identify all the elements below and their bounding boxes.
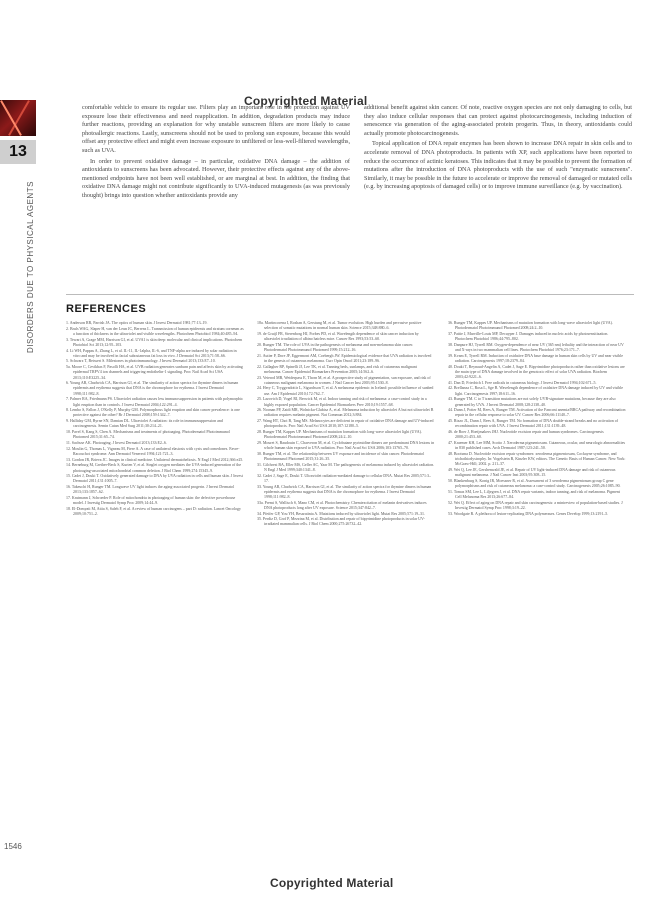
reference-entry: 17. Krutmann J, Schroeder P. Role of mitochondria in photoaging of human skin: the defective powerhouse model. J Investig Dermatol Symp Proc 2009;14:44–9.: [66, 495, 236, 506]
reference-entry: 32. Cadet J, Sage E, Douki T. Ultraviolet radiation-mediated damage to cellular DNA. Mutat Res 2005;571:3–17.: [257, 472, 431, 483]
references-column-2: [257, 320, 435, 527]
reference-entry: 3. Tewari A, Grage MM, Harrison GI, et al. UVA1 is skin deep: molecular and clinical implications. Photochem Photobiol Sci 2013;12:95–103.: [66, 336, 243, 347]
reference-entry: 18. El-Domyati M, Attia S, Saleh F, et al. A review of human carcinogens – part D: radiation. Lancet Oncology 2009;10:751–2.: [66, 506, 241, 517]
reference-entry: 52. Wei Q. Effect of aging on DNA repair and skin carcinogenesis: a minireview of population-based studies. J Investig Dermatol Symp Proc 1998;3:19–22.: [448, 499, 623, 510]
reference-entry: 27. Wang HT, Choi B, Tang MS. Melanocytes are deficient in repair of oxidative DNA damage and UV-induced photoproducts. Proc Natl Acad Sci USA 2010;107:12180–5.: [257, 418, 434, 429]
reference-entry: 14. Berneburg M, Grether-Beck S, Kurten V, et al. Singlet oxygen mediates the UVA-induced generation of the photoaging-associated mitochondrial common deletion. J Biol Chem 1999;274:15345–9.: [66, 462, 242, 473]
reference-entry: 53. Woodgate R. A plethora of lesion-replicating DNA polymerases. Genes Develop 1999;13:2191–5.: [448, 510, 609, 516]
references-heading: REFERENCES: [66, 303, 147, 315]
body-paragraph: Topical application of DNA repair enzymes has been shown to increase DNA repair in skin cells and to accelerate removal of DNA photoproducts. In patients with XP, such applications have been reported to reduce the occurrence of actinic keratoses. This indicates that it may be possible to prevent the formation of mutations after the introduction of DNA photoproducts with the use of such "enzymatic sunscreens". Similarly, it may be possible in the future to accelerate or improve the removal of damaged or mutated cells (e.g. by increasing apoptosis of damaged cells) or to improve immune surveillance (e.g. by vaccination).: [364, 140, 632, 191]
reference-entry: 46. de Boer J, Hoeijmakers JHJ. Nucleotide excision repair and human syndromes. Carcinogenesis 2000;21:453–60.: [448, 429, 604, 440]
reference-entry: 15. Cadet J, Douki T. Oxidatively generated damage to DNA by UVA radiation in cells and human skin. J Invest Dermatol 2011;131:1005–7.: [66, 473, 243, 484]
body-paragraph: additional benefit against skin cancer. Of note, reactive oxygen species are not only damaging to cells, but they also induce cellular responses that can protect against photocarcinogenesis, including induction of senescence via generation of the aging-associated protein progerin. Thus, in theory, antioxidants could actually promote photocarcinogenesis.: [364, 104, 632, 137]
reference-entry: 21. Autier P, Dore JF, Eggermont AM, Coebergh JW. Epidemiological evidence that UVA radiation is involved in the genesis of cutaneous melanoma. Curr Opin Oncol 2011;23:189–96.: [257, 352, 432, 363]
reference-entry: 10. Pavel S, Kang S, Chen A. Mechanisms and treatments of photoaging. Photodermatol Photoimmunol Photomed 2015;31:65–74.: [66, 429, 230, 440]
reference-entry: 43. Runger TM. C to T transition mutations are not solely UVB-signature mutations, because they are also generated by UVA. J Invest Dermatol 2008;128:2138–40.: [448, 396, 616, 407]
reference-entry: 6. Young AR, Chadwick CA, Harrison GI, et al. The similarity of action spectra for thymine dimers in human epidermis and erythema suggests that DNA is the chromophore for erythema. J Invest Dermatol 1998;111:982–8.: [66, 380, 239, 396]
chapter-number: 13: [0, 140, 36, 164]
reference-entry: 42. Brellanza C, Rosa L, Sge B. Wavelength dependence of oxidative DNA damage induced by UV and visible light. Carcinogenesis 1997;18:611–16.: [448, 385, 624, 396]
reference-entry: 19. de Gruijl FR, Sterenborg HJ, Forbes PD, et al. Wavelength dependence of skin cancer induction by ultraviolet irradiation of albino hairless mice. Cancer Res 1993;53:53–60.: [257, 330, 419, 342]
body-paragraph: In order to prevent oxidative damage – in particular, oxidative DNA damage – the addition of antioxidants to sunscreens has been advocated. However, their protective effects against any of the above-mentioned endpoints have not been well established, or are marginal at best. In addition, the finding that oxidative DNA damage might not contribute significantly to UVA-induced mutagenesis (as was previously thought) brings into question whether antioxidants provide any: [82, 157, 350, 199]
reference-entry: 26. Noonan FP, Zaidi MR, Wolnicka-Glubisz A, et al. Melanoma induction by ultraviolet A but not ultraviolet B radiation requires melanin pigment. Nat Commun 2012;3:884.: [257, 407, 434, 418]
reference-entry: 29. Mouret S, Baudouin C, Charveron M, et al. Cyclobutane pyrimidine dimers are predominant DNA lesions in whole human skin exposed to UVA radiation. Proc Natl Acad Sci USA 2006;103:13765–70.: [257, 439, 435, 451]
body-right-column: [364, 104, 632, 194]
reference-entry: 4. Li WH, Pappas A, Zhang L, et al. IL-11, IL-1alpha, IL-6, and TNF-alpha are induced by solar radiation in vitro and may be involved in facial subcutaneous fat loss in vivo. J Dermatol Sci 2013;71:58–66.: [66, 347, 237, 358]
body-paragraph: comfortable vehicle to ensure its regular use. Filters play an important role in the protection against UV exposure lose their effectiveness and need reapplication. In addition, degradation products may induce further reactions, providing an explanation for why unstable sunscreen filters are more likely to cause photoallergic reactions. Lastly, sunscreens should not be used to prolong sun exposure, because this would offset any protective effect and might even increase exposure to unfiltered or less-well-filtered wavelengths, such as UVA.: [82, 104, 350, 154]
reference-entry: 1. Anderson RR, Parrish JA. The optics of human skin. J Invest Dermatol 1981;77:13–19.: [66, 320, 208, 325]
reference-entry: 48. Bootsma D. Nucleotide excision repair syndromes: xeroderma pigmentosum, Cockayne syndrome, and trichothiodystrophy. In: Vogelstein B, Kinzler KW, editors. The Genetic Basis of Human Cancer. New York: McGraw-Hill; 2002. p. 211–37.: [448, 450, 626, 467]
reference-entry: 16. Takeuchi H, Runger TM. Longwave UV light induces the aging-associated progerin. J Invest Dermatol 2013;133:1857–62.: [66, 484, 235, 495]
reference-entry: 12. Moulin G, Thomas L, Vigneau M, Fiere A. A case of unilateral elastosis with cysts and comedones. Favre-Racouchot syndrome. Ann Dermatol Venereol 1994;121:721–3.: [66, 445, 240, 456]
reference-entry: 28. Runger TM, Kappes UP. Mechanisms of mutation formation with long-wave ultraviolet light (UVA). Photodermatol Photoimmunol Photomed 2008;24:2–10.: [257, 429, 422, 440]
reference-entry: 8. Lembo S, Fallon J, O'Kelly P, Murphy GM. Polymorphous light eruption and skin cancer prevalence: is one protective against the other? Br J Dermatol 2008;159:1342–7.: [66, 407, 240, 418]
reference-entry: 49. Wei Q, Lee JE, Gershenwald JE, et al. Repair of UV light-induced DNA damage and risk of cutaneous malignant melanoma. J Natl Cancer Inst 2003;95:308–15.: [448, 466, 616, 478]
reference-entry: 5. Schwarz T, Beissert S. Milestones in photoimmunology. J Invest Dermatol 2013;133:E7–10.: [66, 358, 216, 364]
chapter-image: [0, 100, 36, 136]
section-title: DISORDERS DUE TO PHYSICAL AGENTS: [26, 181, 35, 353]
copyright-watermark-bottom: Copyrighted Material: [270, 876, 394, 890]
reference-entry: 39. Kvam E, Tyrrell RM. Induction of oxidative DNA base damage in human skin cells by UV and near visible radiation. Carcinogenesis 1997;18:2379–84.: [448, 352, 623, 363]
reference-entry: 20. Runger TM. The role of UVA in the pathogenesis of melanoma and non-melanoma skin cancer. Photodermatol Photoimmunol Photomed 1999;15:212–16.: [257, 341, 414, 352]
reference-entry: 38. Danpure HJ, Tyrrell RM. Oxygen-dependence of near UV (365 nm) lethality and the interaction of near UV and X-rays in two mammalian cell lines. Photochem Photobiol 1976;23:171–7.: [448, 341, 624, 352]
reference-entry: 30. Runger TM, et al. The relationship between UV exposure and incidence of skin cancer. Photodermatol Photoimmunol Photomed 2015;31:26–35.: [257, 450, 425, 462]
reference-entry: 31. Gilchrest BA, Eller MS, Geller AC, Yaar M. The pathogenesis of melanoma induced by ultraviolet radiation. N Engl J Med 1999;340:1341–8.: [257, 461, 435, 472]
reference-entry: 9. Halliday GM, Byrne SN, Damian DL. Ultraviolet A radiation: its role in immunosuppression and carcinogenesis. Semin Cutan Med Surg 2011;30:214–21.: [66, 418, 223, 429]
reference-entry: 13. Gordon JR, Brieva JC. Images in clinical medicine. Unilateral dermatoheliosis. N Engl J Med 2012;366:e25.: [66, 456, 244, 462]
reference-entry: 37. Pattie J, Marville-Louis MP, Decuyper J. Damages induced in nucleic acids by photosensitization. Photochem Photobiol 1986;44:795–802.: [448, 330, 609, 342]
references-column-3: [448, 320, 626, 516]
copyright-watermark-top: Copyrighted Material: [244, 94, 368, 108]
reference-entry: 11. Sachsse AK. Photoaging. J Invest Dermatol 2013;133:E2–6.: [66, 439, 167, 445]
reference-entry: 45. Rizzo JL, Dunn J, Rees A, Runger TM. No formation of DNA double-strand breaks and no activation of recombination repair with UVA. J Invest Dermatol 2011;131:1139–48.: [448, 418, 618, 429]
reference-entry: 7. Palmer RA, Friedmann PS. Ultraviolet radiation causes less immunosuppression in patients with polymorphic light eruption than in controls. J Invest Dermatol 2004;122:291–4.: [66, 396, 244, 407]
reference-entry: 47. Kraemer KH, Lee MM, Scotto J. Xeroderma pigmentosum. Cutaneous, ocular, and neurologic abnormalities in 830 published cases. Arch Dermatol 1987;123:241–50.: [448, 439, 625, 451]
reference-entry: 2. Bruls WAG, Slaper H, van der Leun JC, Berrens L. Transmission of human epidermis and stratum corneum as a function of thickness in the ultraviolet and visible wavelengths. Photochem Photobiol 1984;40:485–94.: [66, 325, 244, 336]
page-number: 1546: [4, 842, 22, 851]
reference-entry: 50. Blankenburg S, Konig IR, Moessner R, et al. Assessment of 3 xeroderma pigmentosum group C gene polymorphisms and risk of cutaneous melanoma: a case-control study. Carcinogenesis 2005;26:1085–90.: [448, 477, 621, 488]
reference-entry: 35. Perdiz D, Grof P, Mezzina M, et al. Distribution and repair of bipyrimidine photoproducts in solar UV-irradiated mammalian cells. J Biol Chem 2000;275:26732–42.: [257, 516, 425, 527]
reference-entry: 25. Lazovich D, Vogel RI, Berwick M, et al. Indoor tanning and risk of melanoma: a case-control study in a highly exposed population. Cancer Epidemiol Biomarkers Prev 2010;19:1557–68.: [257, 396, 427, 407]
section-divider: [66, 294, 634, 295]
reference-entry: 24. Hery C, Tryggvadottir L, Sigurdsson T, et al. A melanoma epidemic in Iceland: possible influence of sunbed use. Am J Epidemiol 2010;172:762–7.: [257, 385, 434, 396]
reference-entry: 33. Young AR, Chadwick CA, Harrison GI, et al. The similarity of action spectra for thymine dimers in human epidermis and erythema suggests that DNA is the chromophore for erythema. J Invest Dermatol 1998;111:982–8.: [257, 483, 432, 499]
reference-entry: 5a. Moore C, Cevikbas F, Pasolli HA, et al. UVB radiation generates sunburn pain and affects skin by activating epidermal TRPV4 ion channels and triggering endothelin-1 signaling. Proc Natl Acad Sci USA 2013;110:E3225–34.: [66, 364, 243, 380]
reference-entry: 34. Pfeifer GP, You YH, Besaratinia A. Mutations induced by ultraviolet light. Mutat Res 2005;571:19–31.: [257, 510, 425, 516]
reference-entry: 36. Runger TM, Kappes UP. Mechanisms of mutation formation with long-wave ultraviolet light (UVA). Photodermatol Photoimmunol Photomed 2008;24:2–10.: [448, 320, 613, 331]
reference-entry: 40. Douki T, Reynaud-Angelin A, Cadet J, Sage E. Bipyrimidine photoproducts rather than oxidative lesions are the main type of DNA damage involved in the genotoxic effect of solar UVA radiation. Biochem 2003;42:9221–6.: [448, 363, 625, 379]
reference-entry: 41. Dan D, Friedrich I. Free radicals in cutaneous biology. J Invest Dermatol 1994;102:671–5.: [448, 379, 597, 385]
body-left-column: [82, 104, 350, 203]
reference-entry: 44. Dunn J, Potter M, Rees A, Runger TM. Activation of the Fanconi anemia/BRCA pathway and recombination repair in the cellular response to solar UV. Cancer Res 2006;66:11140–7.: [448, 407, 626, 418]
references-column-1: [66, 320, 244, 517]
reference-entry: 33a. Premi S, Wallisch S, Mano CM, et al. Photochemistry. Chemiexcitation of melanin derivatives induces DNA photoproducts long after UV exposure. Science 2015;347:842–7.: [257, 499, 427, 510]
reference-entry: 51. Tomas SM, Lee L, Liljegren J, et al. DNA repair variants, indoor tanning, and risk of melanoma. Pigment Cell Melanoma Res 2013;26:677–84.: [448, 488, 620, 499]
reference-entry: 18a. Martincorena I, Roshan A, Gerstung M, et al. Tumor evolution. High burden and pervasive positive selection of somatic mutations in normal human skin. Science 2015;348:880–6.: [257, 320, 422, 331]
reference-entry: 23. Veierod MB, Weiderpass E, Thorn M, et al. A prospective study of pigmentation, sun exposure, and risk of cutaneous malignant melanoma in women. J Natl Cancer Inst 2003;95:1530–8.: [257, 374, 431, 385]
reference-entry: 22. Gallagher RP, Spinelli JJ, Lee TK, et al. Tanning beds, sunlamps, and risk of cutaneous malignant melanoma. Cancer Epidemiol Biomarkers Prevention 2005;14:562–6.: [257, 363, 417, 374]
